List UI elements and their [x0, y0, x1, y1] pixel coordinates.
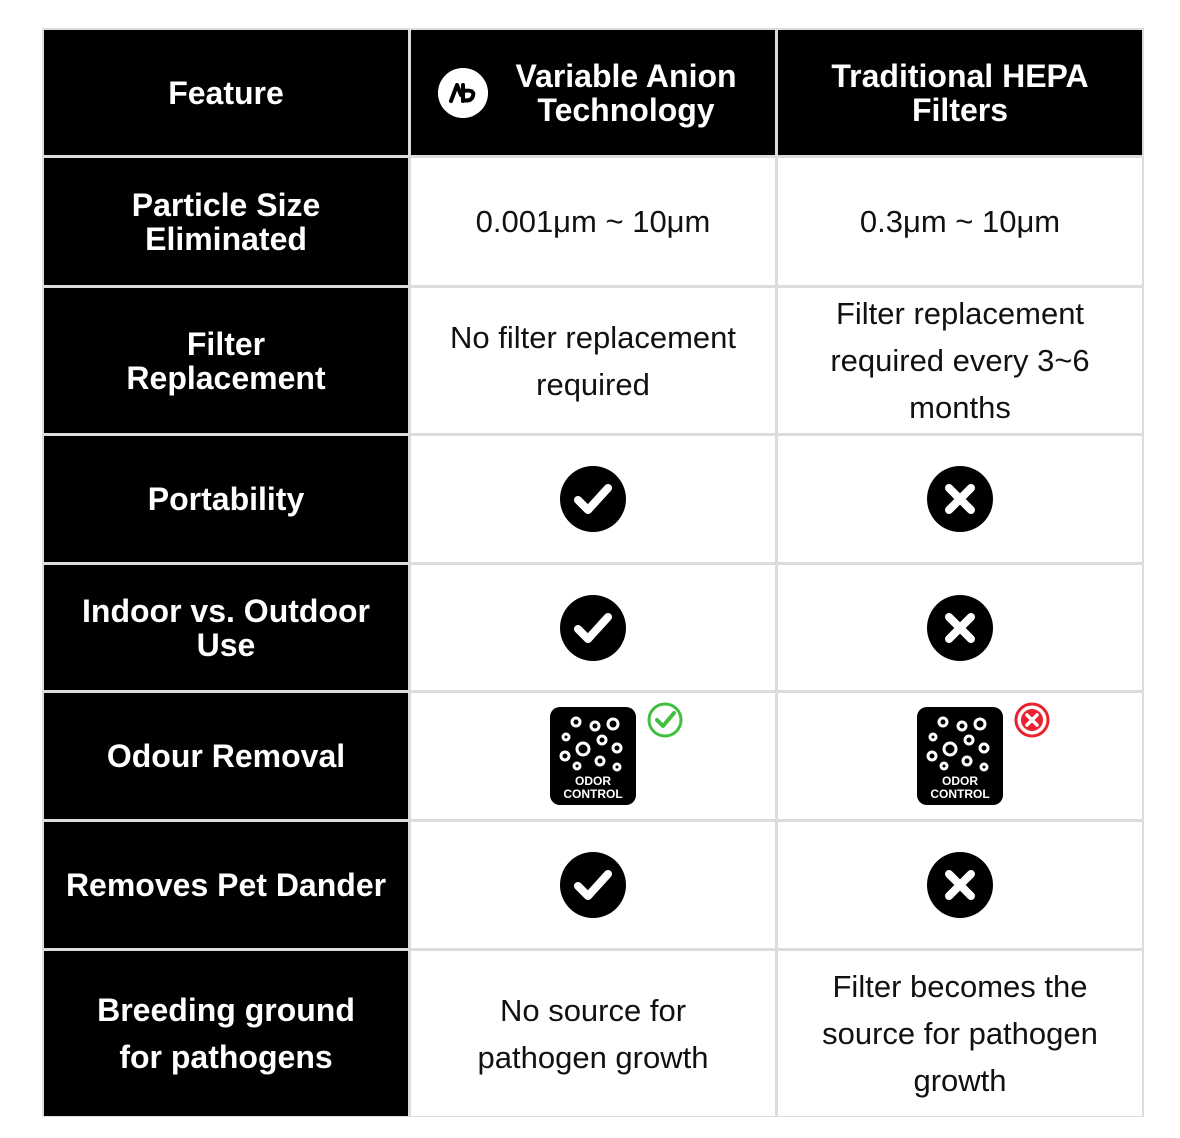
row-filter-replacement-col2 — [778, 288, 1142, 433]
header-col1-label: Variable Anion Technology — [515, 57, 737, 128]
x-circle-icon — [927, 595, 993, 661]
row-label-text: Particle Size Eliminated — [131, 186, 321, 257]
check-circle-icon — [560, 466, 626, 532]
row-label-text: Indoor vs. Outdoor Use — [82, 592, 370, 663]
check-circle-icon — [560, 852, 626, 918]
row-label-text: Removes Pet Dander — [65, 867, 387, 903]
odor-control-icon — [917, 707, 1003, 805]
row-label-text: Breeding ground for pathogens — [97, 991, 355, 1075]
comparison-table — [42, 28, 1144, 1117]
red-x-icon — [1013, 701, 1051, 739]
cell-text: Filter becomes the source for pathogen growth — [822, 969, 1098, 1098]
row-label-text: Filter Replacement — [126, 325, 326, 396]
header-feature-label: Feature — [168, 74, 284, 111]
svg-text:CONTROL: CONTROL — [563, 787, 623, 801]
row-odour-removal-col2 — [778, 693, 1142, 819]
row-label-text: Portability — [147, 481, 305, 517]
cell-text: No source for pathogen growth — [477, 992, 709, 1075]
row-label-text: Odour Removal — [106, 738, 346, 774]
row-label-portability — [44, 436, 408, 562]
header-feature — [44, 30, 408, 155]
odor-control-badge-text: ODOR — [575, 774, 611, 788]
row-indoor-outdoor-col1 — [411, 565, 775, 690]
cell-text: 0.001μm ~ 10μm — [475, 204, 711, 239]
green-check-icon — [646, 701, 684, 739]
check-circle-icon — [560, 595, 626, 661]
cell-text: Filter replacement required every 3~6 months — [830, 296, 1090, 425]
row-label-filter-replacement — [44, 288, 408, 433]
svg-text:ODOR: ODOR — [942, 774, 978, 788]
cell-text: No filter replacement required — [449, 319, 736, 402]
x-circle-icon — [927, 852, 993, 918]
row-particle-size-col1 — [411, 158, 775, 285]
svg-text:CONTROL: CONTROL — [930, 787, 990, 801]
row-odour-removal-col1 — [411, 693, 775, 819]
row-breeding-ground-col2 — [778, 951, 1142, 1116]
row-portability-col2 — [778, 436, 1142, 562]
row-pet-dander-col1 — [411, 822, 775, 948]
row-label-odour-removal — [44, 693, 408, 819]
brand-logo-icon — [438, 68, 488, 118]
row-particle-size-col2 — [778, 158, 1142, 285]
x-circle-icon — [927, 466, 993, 532]
header-variable-anion — [411, 30, 775, 155]
row-label-particle-size — [44, 158, 408, 285]
row-pet-dander-col2 — [778, 822, 1142, 948]
header-traditional-hepa — [778, 30, 1142, 155]
row-indoor-outdoor-col2 — [778, 565, 1142, 690]
row-breeding-ground-col1 — [411, 951, 775, 1116]
header-col2-label: Traditional HEPA Filters — [831, 57, 1089, 128]
row-filter-replacement-col1 — [411, 288, 775, 433]
row-portability-col1 — [411, 436, 775, 562]
odor-control-icon — [550, 707, 636, 805]
row-label-breeding-ground — [44, 951, 408, 1116]
row-label-pet-dander — [44, 822, 408, 948]
cell-text: 0.3μm ~ 10μm — [859, 204, 1061, 239]
row-label-indoor-outdoor — [44, 565, 408, 690]
